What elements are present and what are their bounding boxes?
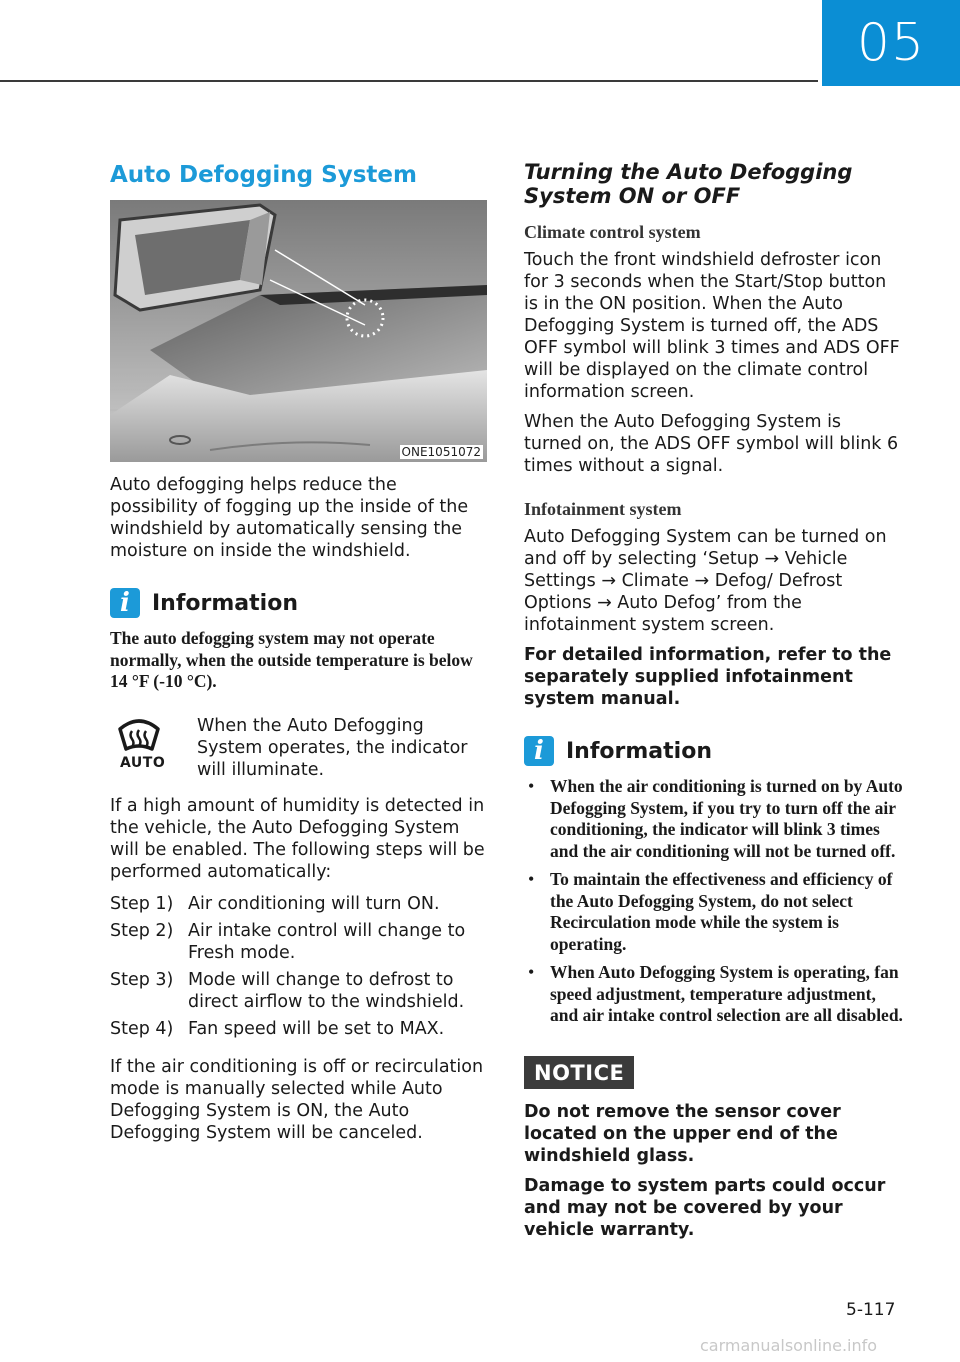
info-header xyxy=(110,588,488,618)
windshield-illustration xyxy=(110,200,487,462)
information-icon: i xyxy=(110,588,140,618)
watermark: carmanualsonline.info xyxy=(700,1336,878,1355)
infotainment-heading: Infotainment system xyxy=(524,499,682,519)
bullet-icon: • xyxy=(528,776,535,796)
header-rule xyxy=(0,80,818,82)
figure-code: ONE1051072 xyxy=(401,445,481,459)
info-header xyxy=(524,736,904,766)
intro-paragraph: Auto defogging helps reduce the possibility of fogging up the inside of the windshield by automatically sensing the moisture on inside the windshield. xyxy=(110,475,469,561)
climate-paragraph-1: Touch the front windshield defroster icon for 3 seconds when the Start/Stop button is in the ON position. When the Auto Defogging System is turned off, the ADS OFF symbol will blink 3 times and ADS OFF will be displayed on the climate control information screen. xyxy=(524,250,900,402)
notice-badge: NOTICE xyxy=(524,1056,634,1089)
list-item xyxy=(524,776,904,862)
step-item xyxy=(110,969,488,1013)
info-title: Information xyxy=(566,738,712,764)
info-text: The auto defogging system may not operate normally, when the outside temperature is below 14 °F (-10 °C). xyxy=(110,628,473,691)
step-text: Fan speed will be set to MAX. xyxy=(188,1018,445,1039)
step-text: Mode will change to defrost to direct airflow to the windshield. xyxy=(188,969,465,1012)
bullet-text: When Auto Defogging System is operating, fan speed adjustment, temperature adjustment, and air intake control selection are all disabled. xyxy=(550,962,903,1025)
auto-defog-icon xyxy=(110,715,180,781)
indicator-row xyxy=(110,715,488,781)
information-icon: i xyxy=(524,736,554,766)
page-number: 5-117 xyxy=(846,1300,896,1320)
bullet-icon: • xyxy=(528,962,535,982)
steps-list xyxy=(110,893,488,1040)
left-column xyxy=(110,160,488,1144)
humidity-paragraph: If a high amount of humidity is detected in the vehicle, the Auto Defogging System will be enabled. The following steps will be performed automatically: xyxy=(110,795,485,882)
subsection-title: Turning the Auto Defogging System ON or OFF xyxy=(524,160,853,208)
windshield-figure xyxy=(110,200,487,462)
bullet-text: To maintain the effectiveness and efficiency of the Auto Defogging System, do not select Recirculation mode while the system is operating. xyxy=(550,869,893,954)
list-item xyxy=(524,869,904,955)
step-text: Air conditioning will turn ON. xyxy=(188,893,440,914)
step-item xyxy=(110,1018,488,1040)
indicator-text: When the Auto Defogging System operates, the indicator will illuminate. xyxy=(197,715,468,780)
step-text: Air intake control will change to Fresh mode. xyxy=(188,920,466,963)
step-label: Step 4) xyxy=(110,1018,174,1039)
step-item xyxy=(110,920,488,964)
right-column xyxy=(524,160,904,1241)
step-item xyxy=(110,893,488,915)
step-label: Step 2) xyxy=(110,920,174,941)
infotainment-paragraph-1: Auto Defogging System can be turned on and off by selecting ‘Setup → Vehicle Settings → Climate → Defog/ Defrost Options → Auto Defog’ from the infotainment system screen. xyxy=(524,527,887,635)
info-bullet-list xyxy=(524,776,904,1027)
closing-paragraph: If the air conditioning is off or recirculation mode is manually selected while Auto Defogging System is ON, the Auto Defogging System will be canceled. xyxy=(110,1056,484,1143)
step-label: Step 1) xyxy=(110,893,174,914)
section-title: Auto Defogging System xyxy=(110,162,417,188)
defrost-symbol xyxy=(116,715,162,755)
climate-heading: Climate control system xyxy=(524,222,701,242)
auto-label: AUTO xyxy=(120,754,166,771)
notice-paragraph-1: Do not remove the sensor cover located on the upper end of the windshield glass. xyxy=(524,1101,841,1166)
climate-paragraph-2: When the Auto Defogging System is turned on, the ADS OFF symbol will blink 6 times without a signal. xyxy=(524,412,899,476)
notice-paragraph-2: Damage to system parts could occur and may not be covered by your vehicle warranty. xyxy=(524,1175,886,1240)
info-title: Information xyxy=(152,590,298,616)
list-item xyxy=(524,962,904,1027)
step-label: Step 3) xyxy=(110,969,174,990)
bullet-icon: • xyxy=(528,869,535,889)
chapter-tab: 05 xyxy=(822,0,960,86)
bullet-text: When the air conditioning is turned on by Auto Defogging System, if you try to turn off the air conditioning, the indicator will blink 3 times and the air conditioning will not be turned off. xyxy=(550,776,903,861)
infotainment-paragraph-2: For detailed information, refer to the separately supplied infotainment system manual. xyxy=(524,645,892,709)
